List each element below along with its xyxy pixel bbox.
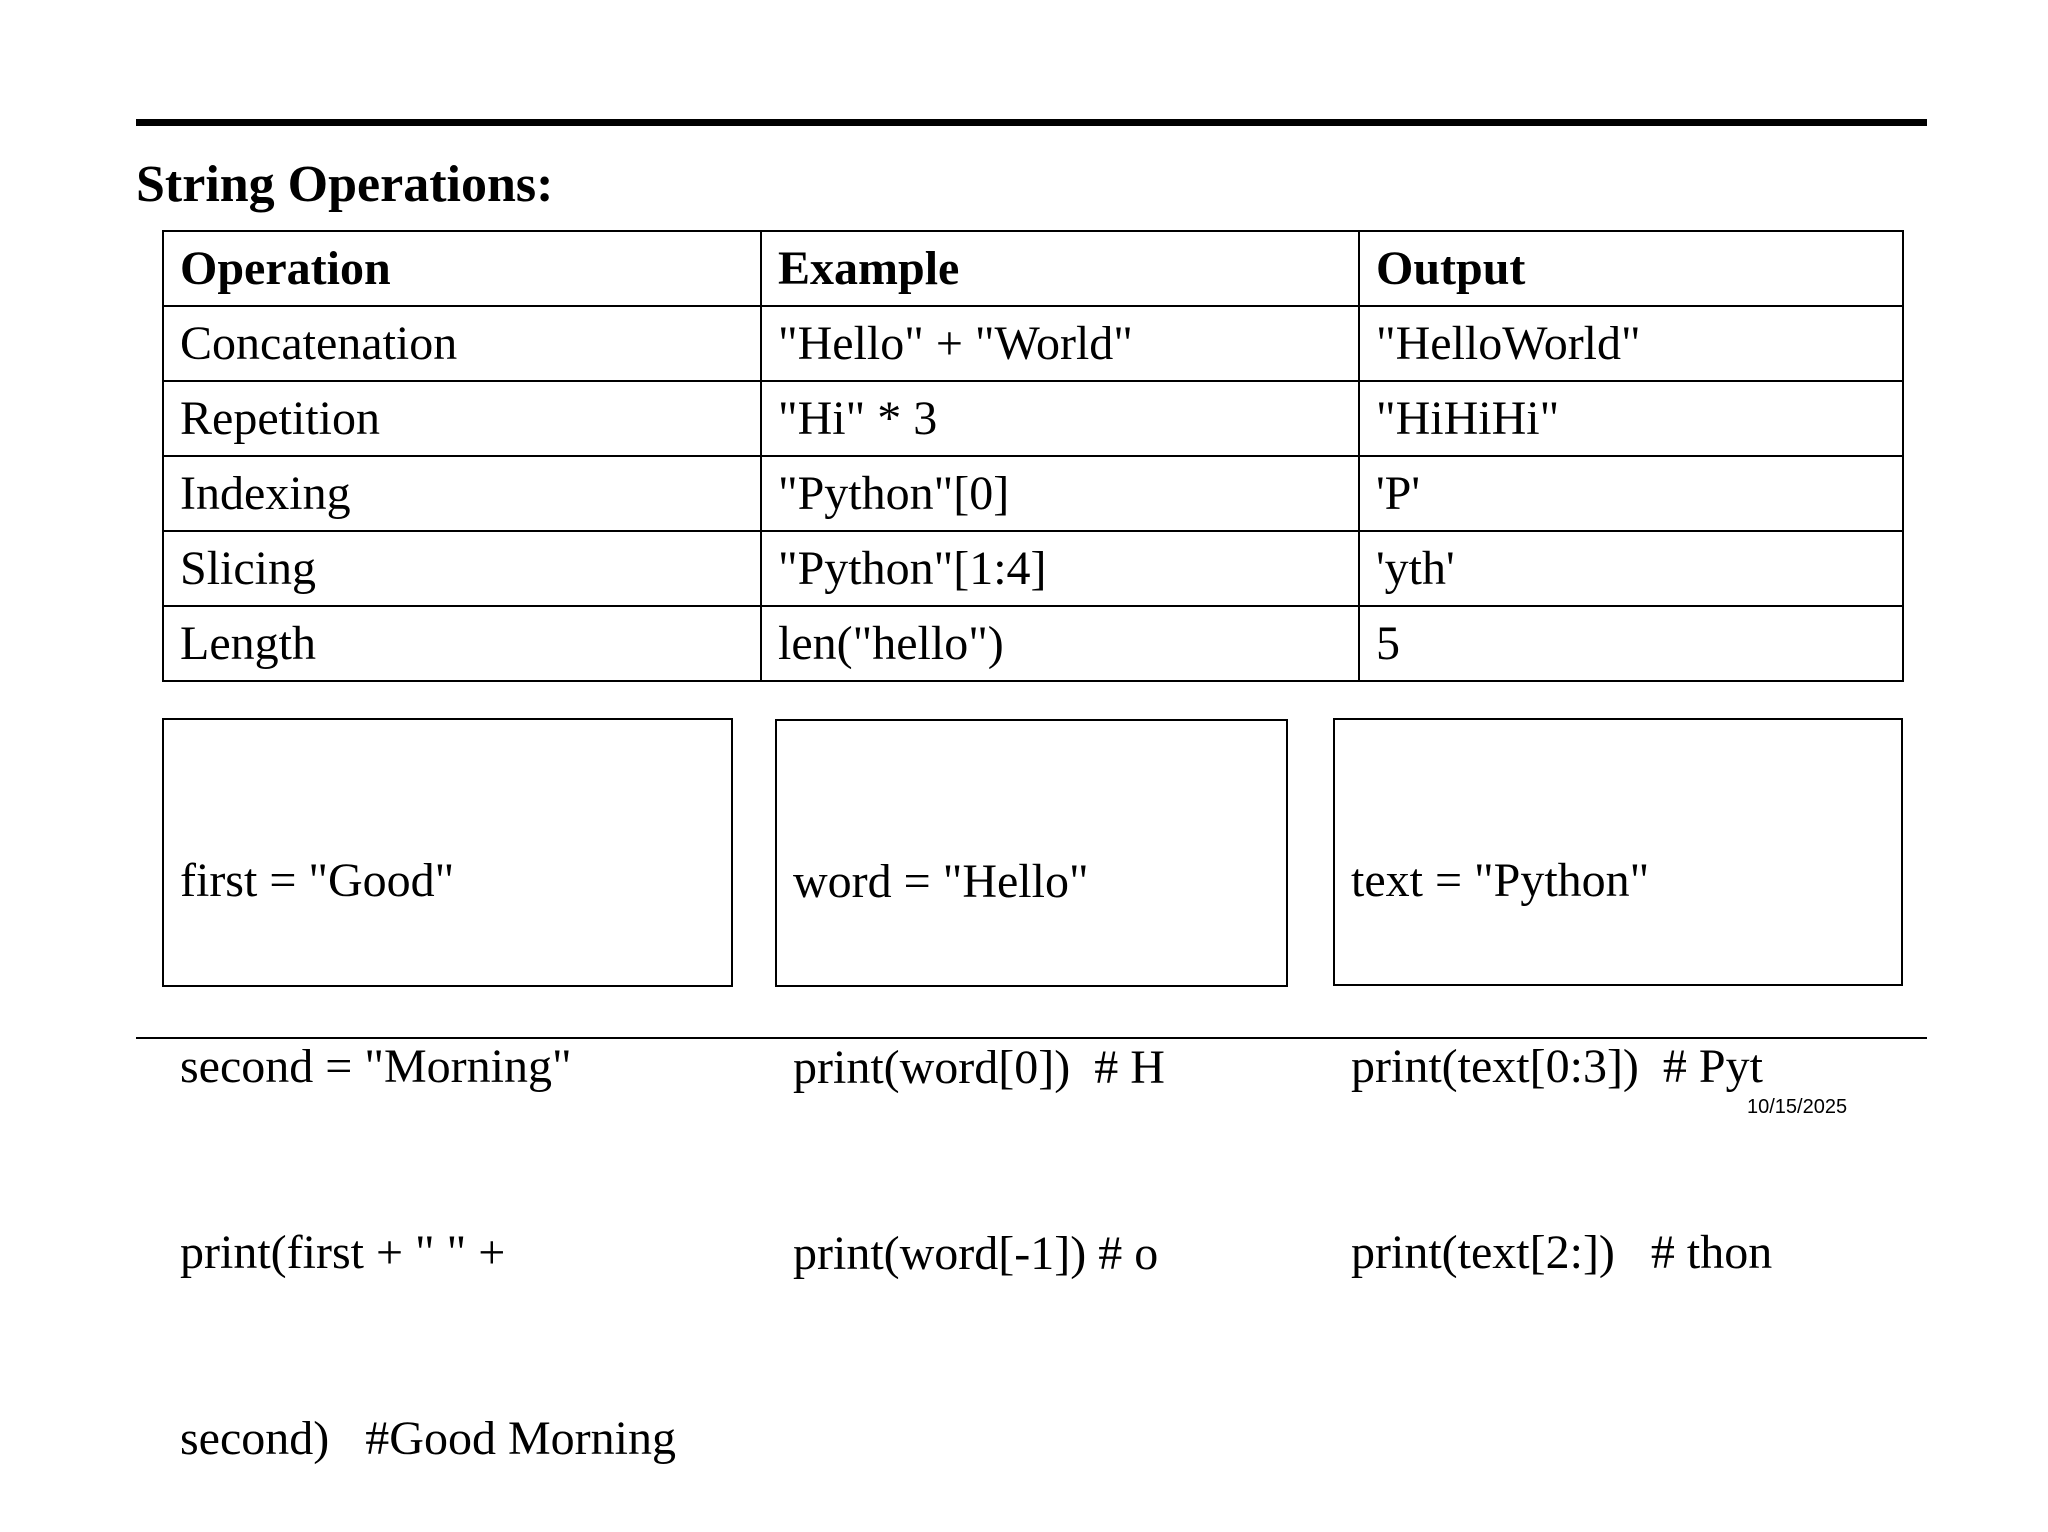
- output-cell: 'P': [1359, 456, 1903, 531]
- table-row: [163, 456, 1903, 531]
- operation-cell: Repetition: [163, 381, 761, 456]
- code-line: text = "Python": [1351, 854, 1650, 907]
- table-row: [163, 381, 1903, 456]
- code-line: second = "Morning": [180, 1040, 572, 1093]
- table-row: [163, 306, 1903, 381]
- output-cell: 'yth': [1359, 531, 1903, 606]
- example-cell: "Python"[1:4]: [761, 531, 1359, 606]
- table-row: [163, 606, 1903, 681]
- concatenation-code-box: [162, 718, 733, 1465]
- code-line: second) #Good Morning: [180, 1412, 676, 1465]
- operation-cell: Slicing: [163, 531, 761, 606]
- footer-date: 10/15/2025: [1747, 1096, 1848, 1118]
- operation-cell: Concatenation: [163, 306, 761, 381]
- section-title: String Operations:: [136, 156, 554, 213]
- header-output: Output: [1359, 231, 1903, 306]
- code-line: print(word[-1]) # o: [793, 1227, 1159, 1280]
- bottom-divider: [136, 1037, 1927, 1039]
- code-line: word = "Hello": [793, 855, 1089, 908]
- code-line: print(text[0:3]) # Pyt: [1351, 1040, 1763, 1093]
- code-line: print(first + " " +: [180, 1226, 506, 1279]
- example-cell: "Hi" * 3: [761, 381, 1359, 456]
- output-cell: "HelloWorld": [1359, 306, 1903, 381]
- table-header-row: [163, 231, 1903, 306]
- top-divider: [136, 119, 1927, 126]
- table-row: [163, 531, 1903, 606]
- indexing-code-box: [775, 719, 1288, 1280]
- string-operations-table: [162, 230, 1904, 682]
- output-cell: 5: [1359, 606, 1903, 681]
- output-cell: "HiHiHi": [1359, 381, 1903, 456]
- example-cell: "Python"[0]: [761, 456, 1359, 531]
- example-cell: "Hello" + "World": [761, 306, 1359, 381]
- code-line: print(word[0]) # H: [793, 1041, 1165, 1094]
- example-cell: len("hello"): [761, 606, 1359, 681]
- code-line: print(text[2:]) # thon: [1351, 1226, 1773, 1279]
- header-example: Example: [761, 231, 1359, 306]
- operation-cell: Indexing: [163, 456, 761, 531]
- header-operation: Operation: [163, 231, 761, 306]
- operation-cell: Length: [163, 606, 761, 681]
- code-line: first = "Good": [180, 854, 455, 907]
